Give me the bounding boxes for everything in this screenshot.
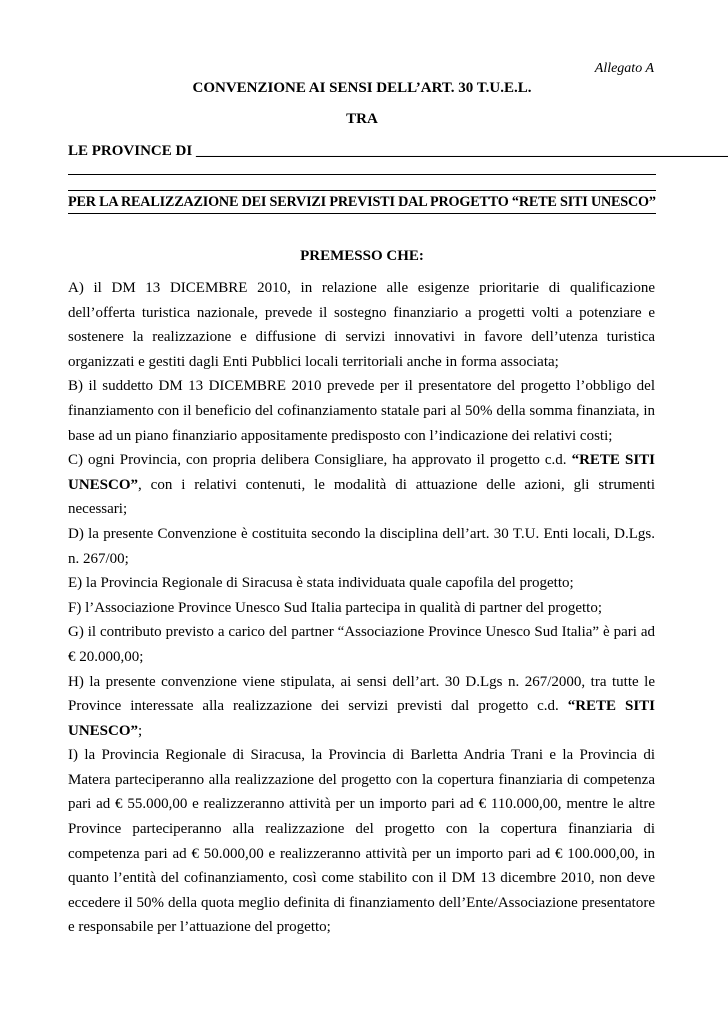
paragraph-h-rest: ; [138,722,143,739]
paragraph-c-text: C) ogni Provincia, con propria delibera Consigliare, ha approvato il progetto c.d. [68,452,572,469]
paragraph-b: B) il suddetto DM 13 DICEMBRE 2010 prevede per il presentatore del progetto l’obbligo del finanziamento con il beneficio del cofinanziamento statale pari al 50% della somma finanziata, in base ad un piano finanziario appositamente predisposto con l’indicazione dei relativi costi; [68,378,655,444]
paragraph-h-bold: “RETE SITI UNESCO” [68,698,655,739]
paragraph-c-rest: , con i relativi contenuti, le modalità di attuazione delle azioni, gli strumenti necessari; [68,476,655,518]
paragraph-e: E) la Provincia Regionale di Siracusa è stata individuata quale capofila del progetto; [68,575,574,592]
project-underline [68,213,656,214]
attachment-label: Allegato A [594,61,654,76]
paragraph-h [68,670,655,744]
paragraph-h-text: H) la presente convenzione viene stipulata, ai sensi dell’art. 30 D.Lgs n. 267/2000, tra tutte le Province interessate alla realizzazione dei servizi previsti dal progetto c.d. [68,673,655,715]
blank-rule-2 [68,190,656,191]
body-text [68,276,655,940]
province-label: LE PROVINCE DI [68,143,196,159]
paragraph-d: D) la presente Convenzione è costituita secondo la disciplina dell’art. 30 T.U. Enti locali, D.Lgs. n. 267/00; [68,525,655,567]
paragraph-f: F) l’Associazione Province Unesco Sud Italia partecipa in qualità di partner del progetto; [68,599,603,616]
premesso-heading: PREMESSO CHE: [300,248,424,264]
province-line [68,143,728,160]
tra-heading: TRA [346,111,378,127]
paragraph-a: A) il DM 13 DICEMBRE 2010, in relazione alle esigenze prioritarie di qualificazione dell’offerta turistica nazionale, prevede il sostegno finanziario a progetti volti a potenziare e sostenere la realizzazione e diffusione di servizi innovativi in favore dell’utenza turistica organizzati e gestiti dagli Enti Pubblici locali territoriali anche in forma associata; [68,280,655,370]
paragraph-c-bold: “RETE SITI UNESCO” [68,452,655,493]
project-line: PER LA REALIZZAZIONE DEI SERVIZI PREVISTI DAL PROGETTO “RETE SITI UNESCO” [68,194,656,210]
document-title: CONVENZIONE AI SENSI DELL’ART. 30 T.U.E.L. [192,80,532,96]
province-blank: _______________________________________________________________________ [195,143,728,159]
paragraph-i: I) la Provincia Regionale di Siracusa, la Provincia di Barletta Andria Trani e la Provincia di Matera parteciperanno alla realizzazione del progetto con la copertura finanziaria di competenza pari ad € 55.000,00 e realizzeranno attività per un importo pari ad € 110.000,00, mentre le altre Province parteciperanno alla realizzazione del progetto con la copertura finanziaria di competenza pari ad € 50.000,00 e realizzeranno attività per un importo pari ad € 100.000,00, in quanto l’entità del cofinanziamento, così come stabilito con il DM 13 dicembre 2010, non deve eccedere il 50% della quota meglio definita di finanziamento dell’Ente/Associazione presentatore e responsabile per l’attuazione del progetto; [68,747,655,936]
paragraph-g: G) il contributo previsto a carico del partner “Associazione Province Unesco Sud Italia” è pari ad € 20.000,00; [68,624,655,665]
paragraph-c [68,448,655,522]
blank-rule-1 [68,174,656,175]
